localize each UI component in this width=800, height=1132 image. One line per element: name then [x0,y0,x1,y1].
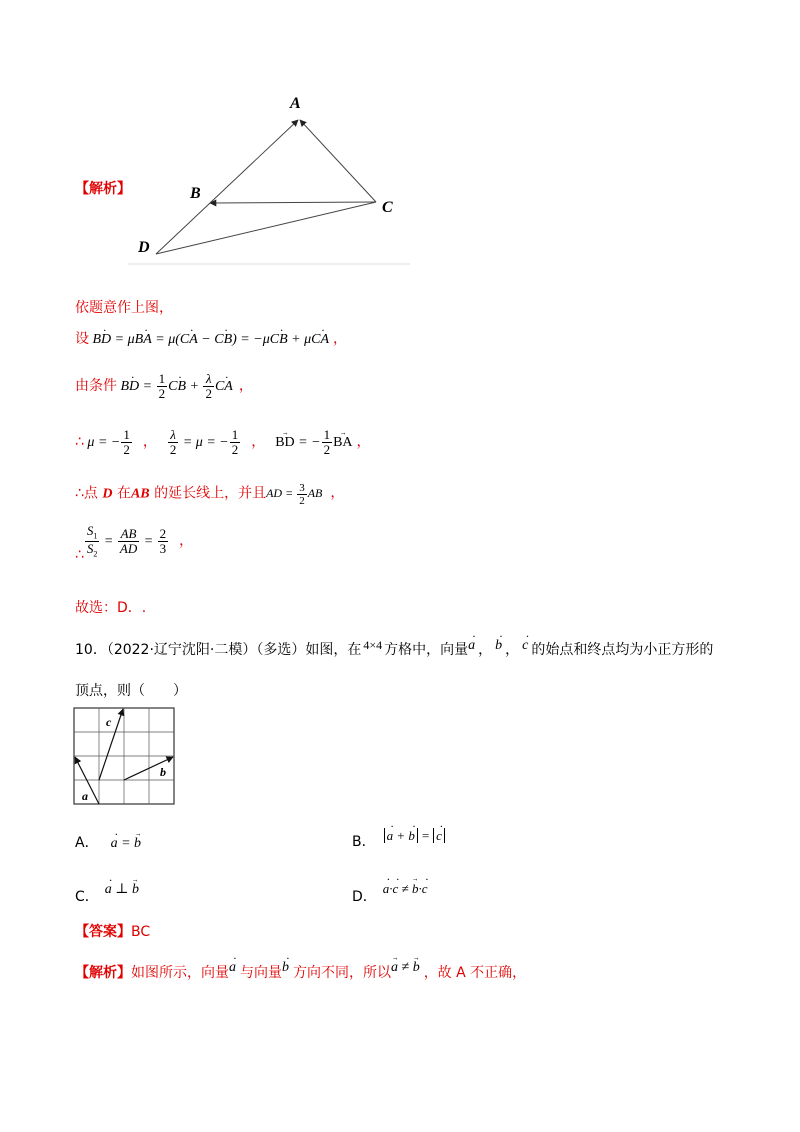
line5-eq: = [282,486,297,501]
line6-suffix: ， [179,533,194,550]
vec-c: c · [393,881,399,897]
question-text-b: 的始点和终点均为小正方形的 [531,642,714,658]
vec-ca-2: CA · [311,332,329,348]
option-letter: C． [75,889,99,905]
vec-ca: CA · [180,332,198,348]
vec-b: b → [413,960,420,976]
line6-eq2: = [140,534,157,550]
frac-numerator: λ [203,372,214,387]
vec-a: a → [391,960,398,976]
area-s1: S [86,523,94,538]
option-b[interactable] [352,825,445,851]
grid-figure [72,706,176,806]
vec-b: b · [408,828,415,844]
vec-a: a · [229,960,236,976]
segment-d-b [156,203,210,254]
line4-suffix: ， [356,434,371,451]
line5-text3: 的延长线上，并且 [149,485,267,502]
solution-line-4 [75,428,371,458]
line4-sep1: ， [142,434,157,451]
line2-eq1: = μ [111,332,135,347]
equals: = [417,828,434,843]
s1-subscript: 1 [93,531,98,541]
vec-b: b · [282,960,289,976]
frac-denominator: 2 [231,442,239,458]
analysis-text1: 如图所示，向量 [131,965,229,981]
frac-denominator: 3 [159,541,167,557]
vec-ca: CA · [215,379,233,395]
frac-denominator: 2 [205,386,212,402]
not-equal: ≠ [398,881,412,896]
point-d: D [102,486,113,502]
line2-suffix: ， [333,331,347,347]
vec-a: a · [383,881,390,897]
frac-numerator: 1 [158,371,166,386]
question-source: （2022·辽宁沈阳·二模） [106,642,257,658]
answer-line [75,921,150,941]
line3-eq: = [139,379,156,395]
label-a: A [290,95,301,112]
frac-numerator: 1 [123,427,130,442]
option-c[interactable] [75,878,139,906]
choose-line: 故选：D．. [75,600,147,616]
not-equal: ≠ [398,960,413,975]
line4-mu: μ = − [87,435,121,451]
label-d: D [138,239,150,256]
vec-b: b → [134,836,141,852]
line4-eq3: = − [294,435,321,451]
solution-line-6 [75,524,193,563]
line2-prefix: 设 [75,331,89,347]
line3-suffix: ， [238,378,253,395]
line2-minus: − [197,332,215,347]
vec-a: a · [387,828,394,844]
line2-eq2: = μ( [151,332,180,347]
grid-size: 4×4 [363,638,383,652]
vector-ca [300,120,376,202]
triangle-figure [120,90,420,270]
frac-numerator: 1 [231,427,239,442]
analysis-text4: ，故 A 不正确， [423,965,527,981]
frac-numerator: λ [168,428,179,443]
option-letter: B． [352,834,376,850]
segment-d-c [156,202,376,254]
vec-ba: BA → [333,435,352,451]
line2-eq3: ) = −μ [232,332,270,347]
frac-numerator: AB [118,527,139,542]
s2-subscript: 2 [93,549,98,559]
area-s2: S [86,541,94,557]
therefore-symbol: ∴ [75,547,84,564]
frac-denominator: AD [119,541,138,557]
option-a[interactable] [75,832,141,852]
segment-ad: AD [266,486,283,501]
vector-ba [210,120,298,203]
vec-bd: BD · [93,332,112,348]
option-letter: A． [75,835,99,851]
therefore-symbol: ∴ [75,434,84,451]
vec-a: a · [105,882,112,898]
dot-product: · [418,881,422,896]
question-10-line-1 [75,638,713,659]
question-kind: （多选）如图，在 [256,642,362,658]
line2-plus: + μ [287,332,312,347]
solution-line-3 [75,372,253,402]
solution-line-1: 依题意作上图， [75,300,173,316]
vec-b: b → [412,881,419,897]
question-number: 10． [75,642,107,658]
question-10-line-2: 顶点，则（ ） [75,683,187,699]
label-b: B [190,185,201,202]
line3-prefix: 由条件 [75,378,117,395]
frac-denominator: 2 [169,442,177,458]
vec-bd: BD → [275,435,294,451]
vec-cb: CB · [214,332,232,348]
label-c: C [382,199,393,216]
vec-cb-2: CB · [270,332,288,348]
grid-label-a: a [82,789,88,803]
solution-line-5 [75,482,344,507]
vec-a: a · [468,638,475,654]
frac-denominator: 2 [299,495,305,508]
frac-denominator: 2 [323,442,331,458]
q10-sep1: ， [478,642,493,658]
vec-c: c · [436,828,442,844]
segment-ab: AB [130,486,150,502]
analysis-label: 【解析】 [75,181,131,197]
grid-label-b: b [160,765,166,779]
vec-cb: CB · [168,379,186,395]
vec-ba: BA · [135,332,152,348]
frac-denominator: 2 [158,386,166,402]
solution-line-2 [75,328,347,348]
plus: + [393,828,409,843]
answer-value: BC [131,924,151,940]
vec-b: b → [132,882,139,898]
line5-suffix: ， [330,485,345,502]
q10-sep2: ， [505,642,520,658]
line4-sep2: ， [251,434,266,451]
vec-c-2: c · [422,881,428,897]
line3-plus: + [186,379,203,395]
question-text-a: 方格中，向量 [384,642,469,658]
line5-text2: 在 [112,485,131,502]
segment-ab-2: AB [307,486,323,501]
vec-b: b · [495,638,502,654]
analysis-line [75,960,526,982]
option-letter: D． [352,889,377,905]
vector-cb [210,202,376,203]
analysis-text3: 方向不同，所以 [293,965,391,981]
option-d[interactable] [352,878,427,906]
analysis-label: 【解析】 [75,965,131,981]
vec-a: a · [111,836,118,852]
equals: = [117,836,135,851]
frac-numerator: 1 [323,427,331,442]
frac-numerator: 3 [299,482,305,494]
vec-c: c · [522,638,528,654]
grid-label-c: c [106,715,112,729]
frac-denominator: 2 [123,442,130,458]
vec-bd: BD · [121,379,140,395]
dot-product: · [389,881,393,896]
frac-numerator: 2 [159,526,167,542]
line6-eq1: = [100,534,117,550]
analysis-text2: 与向量 [240,965,282,981]
line5-text1: ∴点 [75,485,103,502]
answer-label: 【答案】 [75,924,131,940]
perp-symbol: ⊥ [111,882,132,897]
line4-eq2: = μ = − [179,435,229,451]
